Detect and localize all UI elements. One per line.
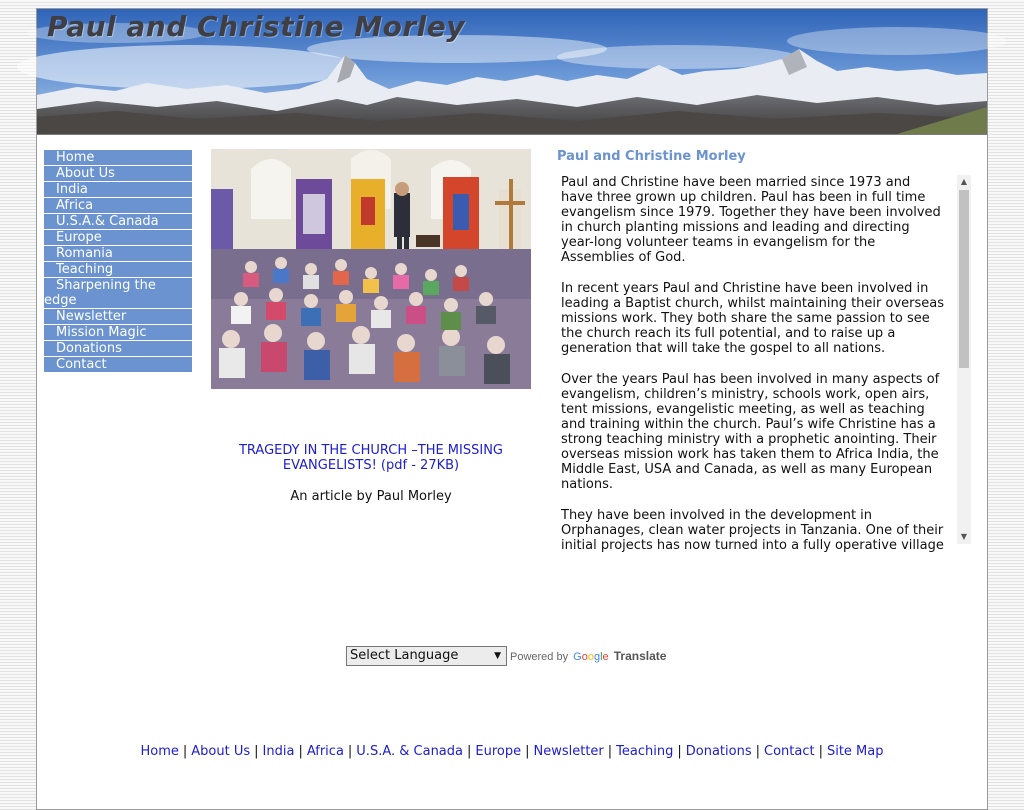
bio-paragraph: Paul and Christine have been married since 1973 and have three grown up children. Paul has been in full time evangelism since 1979. Together they have been involved in church planting missions and leading and directing year-long volunteer teams in evangelism for the Assemblies of God. xyxy=(561,175,941,265)
scrollbar-thumb[interactable] xyxy=(959,190,969,368)
nav-item-home[interactable]: Home xyxy=(44,150,192,165)
nav-item-usa-canada[interactable]: U.S.A.& Canada xyxy=(44,214,192,229)
nav-item-contact[interactable]: Contact xyxy=(44,357,192,372)
footer-link-usa-canada[interactable]: U.S.A. & Canada xyxy=(356,744,463,759)
footer-separator: | xyxy=(818,744,823,759)
footer-link-europe[interactable]: Europe xyxy=(475,744,522,759)
nav-item-about-us[interactable]: About Us xyxy=(44,166,192,181)
nav-item-newsletter[interactable]: Newsletter xyxy=(44,309,192,324)
footer-link-home[interactable]: Home xyxy=(140,744,179,759)
article-byline: An article by Paul Morley xyxy=(290,489,452,504)
dropdown-arrow-icon: ▼ xyxy=(494,651,501,661)
scroll-up-arrow-icon[interactable]: ▲ xyxy=(960,177,968,186)
language-select[interactable] xyxy=(346,646,507,666)
footer-separator: | xyxy=(467,744,472,759)
powered-by-google-translate xyxy=(510,649,666,663)
site-title: Paul and Christine Morley xyxy=(47,10,465,43)
footer-separator: | xyxy=(182,744,188,759)
article-pdf-link[interactable]: TRAGEDY IN THE CHURCH –THE MISSING EVANGELISTS! (pdf - 27KB) xyxy=(238,443,503,473)
footer-link-newsletter[interactable]: Newsletter xyxy=(533,744,604,759)
footer-link-teaching[interactable]: Teaching xyxy=(616,744,674,759)
scroll-down-arrow-icon[interactable]: ▼ xyxy=(960,532,968,541)
church-children-photo xyxy=(211,149,531,389)
nav-item-teaching[interactable]: Teaching xyxy=(44,262,192,277)
powered-by-label: Powered by xyxy=(510,651,569,663)
nav-item-donations[interactable]: Donations xyxy=(44,341,192,356)
sidebar-nav xyxy=(44,150,192,373)
footer-separator: | xyxy=(298,744,303,759)
nav-item-africa[interactable]: Africa xyxy=(44,198,192,213)
bio-paragraph: Over the years Paul has been involved in many aspects of evangelism, children’s ministry, schools work, open airs, tent missions, evangelistic meeting, as well as teaching and training within the church. Paul’s wife Christine has a strong teaching ministry with a prophetic anointing. Their overseas mission work has taken them to Africa India, the Middle East, USA and Canada, as well as many European nations. xyxy=(561,372,940,492)
footer-nav xyxy=(37,744,987,760)
nav-item-india[interactable]: India xyxy=(44,182,192,197)
footer-link-donations[interactable]: Donations xyxy=(685,744,752,759)
bio-text xyxy=(561,175,946,569)
footer-separator: | xyxy=(254,744,259,759)
translate-label[interactable]: Translate xyxy=(613,649,667,663)
bio-paragraph: They have been involved in the development in Orphanages, clean water projects in Tanzania. One of their initial projects has now turned into a fully operative village xyxy=(561,508,944,553)
header-banner xyxy=(37,9,987,135)
language-select-value: Select Language xyxy=(350,648,459,663)
page-container xyxy=(36,8,988,810)
footer-separator: | xyxy=(347,744,353,759)
footer-link-india[interactable]: India xyxy=(262,744,295,759)
footer-separator: | xyxy=(677,744,682,759)
google-logo[interactable]: Google xyxy=(573,651,609,663)
footer-separator: | xyxy=(755,744,760,759)
scrollable-text-panel[interactable] xyxy=(557,175,971,553)
footer-link-about-us[interactable]: About Us xyxy=(191,744,251,759)
footer-link-site-map[interactable]: Site Map xyxy=(826,744,884,759)
vertical-scrollbar[interactable] xyxy=(957,175,971,544)
nav-item-europe[interactable]: Europe xyxy=(44,230,192,245)
footer-separator: | xyxy=(525,744,530,759)
content-heading: Paul and Christine Morley xyxy=(557,149,746,164)
nav-item-mission-magic[interactable]: Mission Magic xyxy=(44,325,192,340)
nav-item-sharpening-the-edge[interactable]: Sharpening the edge xyxy=(44,278,192,308)
nav-item-romania[interactable]: Romania xyxy=(44,246,192,261)
bio-paragraph: In recent years Paul and Christine have been involved in leading a Baptist church, whilst maintaining their overseas missions work. They both share the same passion to see the church reach its full potential, and to raise up a generation that will take the gospel to all nations. xyxy=(561,281,944,356)
footer-link-africa[interactable]: Africa xyxy=(306,744,344,759)
footer-separator: | xyxy=(607,744,613,759)
footer-link-contact[interactable]: Contact xyxy=(764,744,815,759)
